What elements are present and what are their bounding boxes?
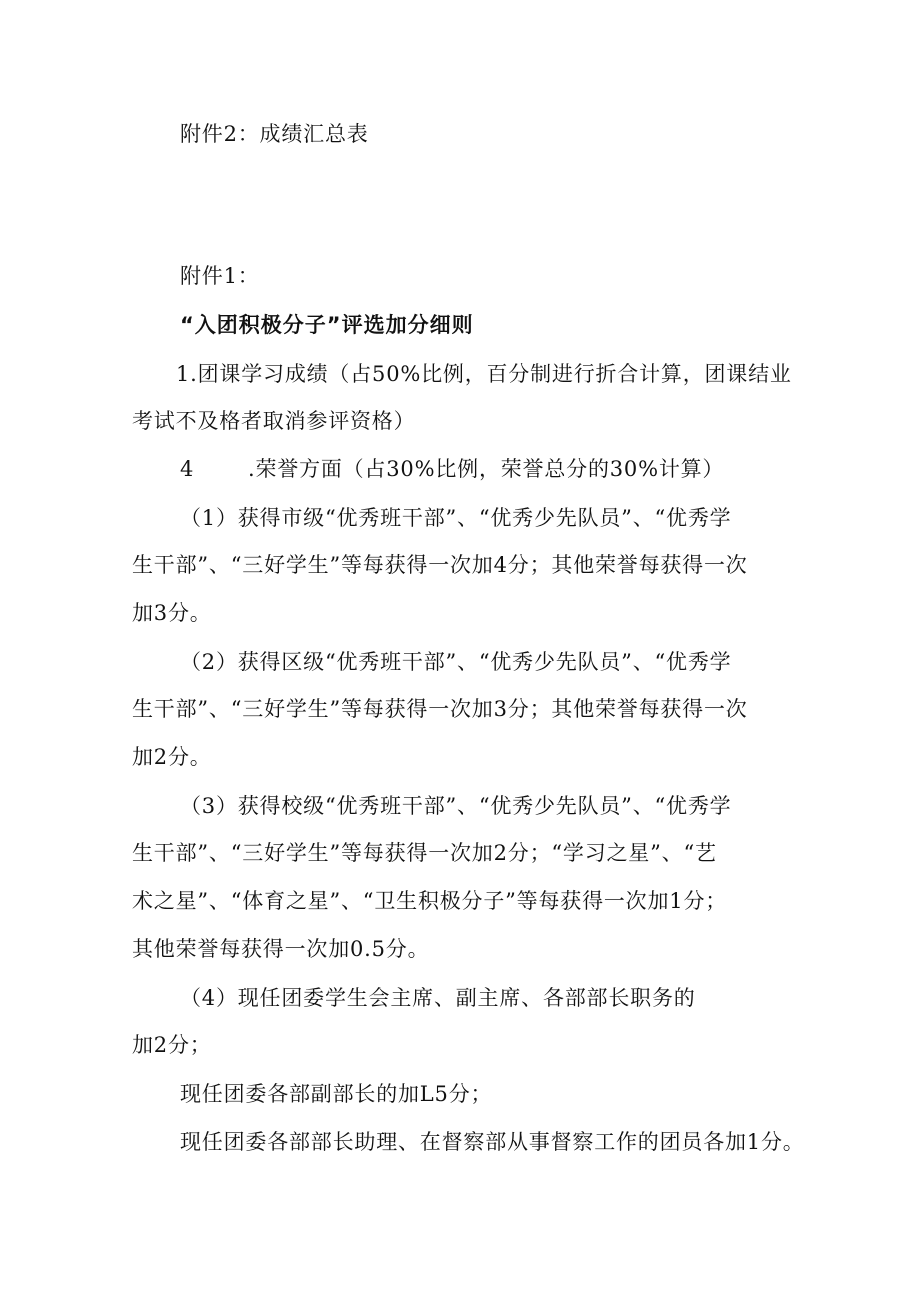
sub2-line1: （2）获得区级“优秀班干部”、“优秀少先队员”、“优秀学 [180, 650, 732, 674]
sub1-line1: （1）获得市级“优秀班干部”、“优秀少先队员”、“优秀学 [180, 506, 732, 530]
sub3-line2: 生干部”、“三好学生”等每获得一次加2分；“学习之星”、“艺 [132, 841, 717, 865]
item4-number: 4 [180, 457, 195, 481]
item1-line1: 1.团课学习成绩（占50%比例，百分制进行折合计算，团课结业 [176, 362, 792, 386]
sub1-line2: 生干部”、“三好学生”等每获得一次加4分；其他荣誉每获得一次 [132, 553, 748, 577]
sub3-line3: 术之星”、“体育之星”、“卫生积极分子”等每获得一次加1分； [132, 889, 728, 913]
sub4-line2: 加2分； [132, 1033, 212, 1057]
sub3-line1: （3）获得校级“优秀班干部”、“优秀少先队员”、“优秀学 [180, 794, 732, 818]
attachment2-heading: 附件2：成绩汇总表 [180, 122, 369, 146]
sub3-line4: 其他荣誉每获得一次加0.5分。 [132, 937, 430, 961]
sub4-line4: 现任团委各部部长助理、在督察部从事督察工作的团员各加1分。 [180, 1130, 805, 1154]
sub4-line3: 现任团委各部副部长的加L5分； [180, 1082, 493, 1106]
sub4-line1: （4）现任团委学生会主席、副主席、各部部长职务的 [180, 986, 696, 1010]
attachment1-heading: 附件1： [180, 264, 260, 288]
sub1-line3: 加3分。 [132, 601, 212, 625]
item1-line2: 考试不及格者取消参评资格） [132, 409, 416, 433]
item4-text: .荣誉方面（占30%比例，荣誉总分的30%计算） [248, 457, 725, 481]
page-title: “入团积极分子”评选加分细则 [180, 313, 474, 337]
sub2-line3: 加2分。 [132, 745, 212, 769]
item4-heading [180, 455, 724, 483]
sub2-line2: 生干部”、“三好学生”等每获得一次加3分；其他荣誉每获得一次 [132, 697, 748, 721]
